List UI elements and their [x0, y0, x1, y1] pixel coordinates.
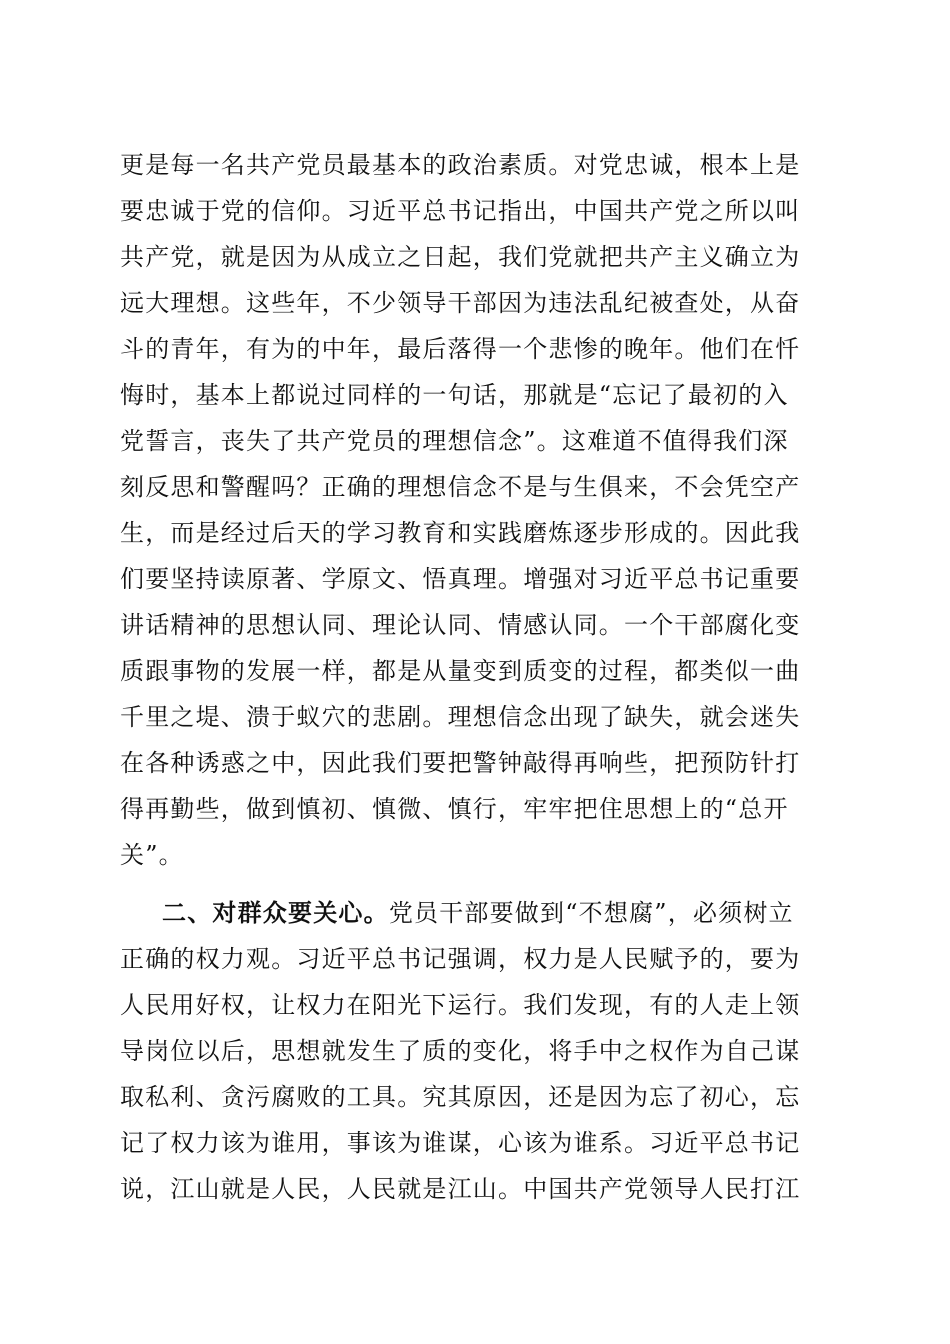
text-line: 共产党，就是因为从成立之日起，我们党就把共产主义确立为 [120, 243, 801, 271]
text-line: 导岗位以后，思想就发生了质的变化，将手中之权作为自己谋 [120, 1037, 801, 1065]
text-line: 悔时，基本上都说过同样的一句话，那就是“忘记了最初的入 [120, 381, 789, 409]
paragraph-loyalty [120, 142, 830, 878]
text-line: 质跟事物的发展一样，都是从量变到质变的过程，都类似一曲 [120, 657, 801, 685]
text-line: 要忠诚于党的信仰。习近平总书记指出，中国共产党之所以叫 [120, 197, 801, 225]
text-line: 关”。 [120, 841, 184, 869]
text-line: 党誓言，丧失了共产党员的理想信念”。这难道不值得我们深 [120, 427, 789, 455]
text-line: 在各种诱惑之中，因此我们要把警钟敲得再响些，把预防针打 [120, 749, 801, 777]
text-line: 说，江山就是人民，人民就是江山。中国共产党领导人民打江 [120, 1175, 801, 1203]
text-line: 们要坚持读原著、学原文、悟真理。增强对习近平总书记重要 [120, 565, 801, 593]
body-text [120, 142, 830, 1212]
text-line: 远大理想。这些年，不少领导干部因为违法乱纪被查处，从奋 [120, 289, 801, 317]
text-line: 刻反思和警醒吗？正确的理想信念不是与生俱来，不会凭空产 [120, 473, 801, 501]
section-heading: 二、对群众要关心。 [162, 899, 389, 927]
first-line-text: 党员干部要做到“不想腐”，必须树立 [388, 899, 794, 927]
text-line: 生，而是经过后天的学习教育和实践磨炼逐步形成的。因此我 [120, 519, 801, 547]
paragraph-care-for-masses [120, 890, 830, 1212]
text-line: 正确的权力观。习近平总书记强调，权力是人民赋予的，要为 [120, 945, 801, 973]
paragraph-gap [120, 878, 830, 890]
paragraph-first-line [120, 890, 830, 936]
text-line: 得再勤些，做到慎初、慎微、慎行，牢牢把住思想上的“总开 [120, 795, 789, 823]
text-line: 斗的青年，有为的中年，最后落得一个悲惨的晚年。他们在忏 [120, 335, 801, 363]
text-line: 人民用好权，让权力在阳光下运行。我们发现，有的人走上领 [120, 991, 801, 1019]
text-line: 取私利、贪污腐败的工具。究其原因，还是因为忘了初心，忘 [120, 1083, 801, 1111]
text-line: 千里之堤、溃于蚁穴的悲剧。理想信念出现了缺失，就会迷失 [120, 703, 801, 731]
text-line: 讲话精神的思想认同、理论认同、情感认同。一个干部腐化变 [120, 611, 801, 639]
text-line: 记了权力该为谁用，事该为谁谋，心该为谁系。习近平总书记 [120, 1129, 801, 1157]
text-line: 更是每一名共产党员最基本的政治素质。对党忠诚，根本上是 [120, 151, 801, 179]
